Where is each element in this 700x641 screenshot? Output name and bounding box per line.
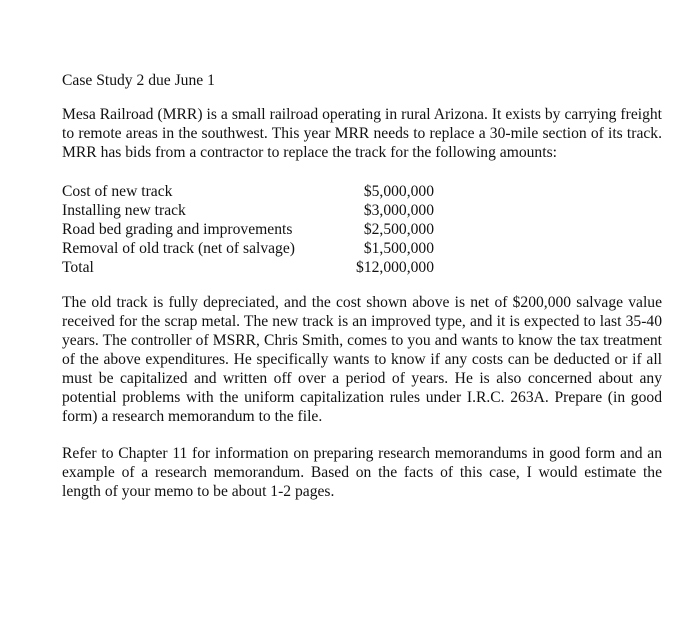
refer-paragraph: Refer to Chapter 11 for information on preparing research memorandums in good form and an example of a research memorandum. Based on the facts of this case, I would estimate the length of your memo to be about 1-2 pages. <box>62 445 662 500</box>
cost-item-amount: $5,000,000 <box>363 183 434 200</box>
intro-paragraph: Mesa Railroad (MRR) is a small railroad operating in rural Arizona. It exists by carrying freight to remote areas in the southwest. This year MRR needs to replace a 30-mile section of its track. MRR has bids from a contractor to replace the track for the following amounts: <box>62 106 662 161</box>
cost-row <box>62 239 434 258</box>
cost-item-label: Road bed grading and improvements <box>62 221 293 238</box>
cost-item-label: Installing new track <box>62 202 186 219</box>
cost-item-amount: $1,500,000 <box>363 240 434 257</box>
cost-item-amount: $2,500,000 <box>363 221 434 238</box>
document-title: Case Study 2 due June 1 <box>62 72 215 89</box>
cost-item-label: Total <box>62 259 94 276</box>
cost-row <box>62 258 434 277</box>
cost-item-label: Cost of new track <box>62 183 173 200</box>
cost-item-amount: $12,000,000 <box>356 259 434 276</box>
document-page <box>62 71 662 501</box>
cost-row <box>62 201 434 220</box>
cost-item-label: Removal of old track (net of salvage) <box>62 240 295 257</box>
old-track-paragraph: The old track is fully depreciated, and the cost shown above is net of $200,000 salvage value received for the scrap metal. The new track is an improved type, and it is expected to last 35-40 years. The controller of MSRR, Chris Smith, comes to you and wants to know the tax treatment of the above expenditures. He specifically wants to know if any costs can be deducted or if all must be capitalized and written off over a period of years. He is also concerned about any potential problems with the uniform capitalization rules under I.R.C. 263A. Prepare (in good form) a research memorandum to the file. <box>62 294 662 425</box>
cost-row <box>62 182 434 201</box>
cost-item-amount: $3,000,000 <box>363 202 434 219</box>
cost-table <box>62 182 434 277</box>
cost-row <box>62 220 434 239</box>
